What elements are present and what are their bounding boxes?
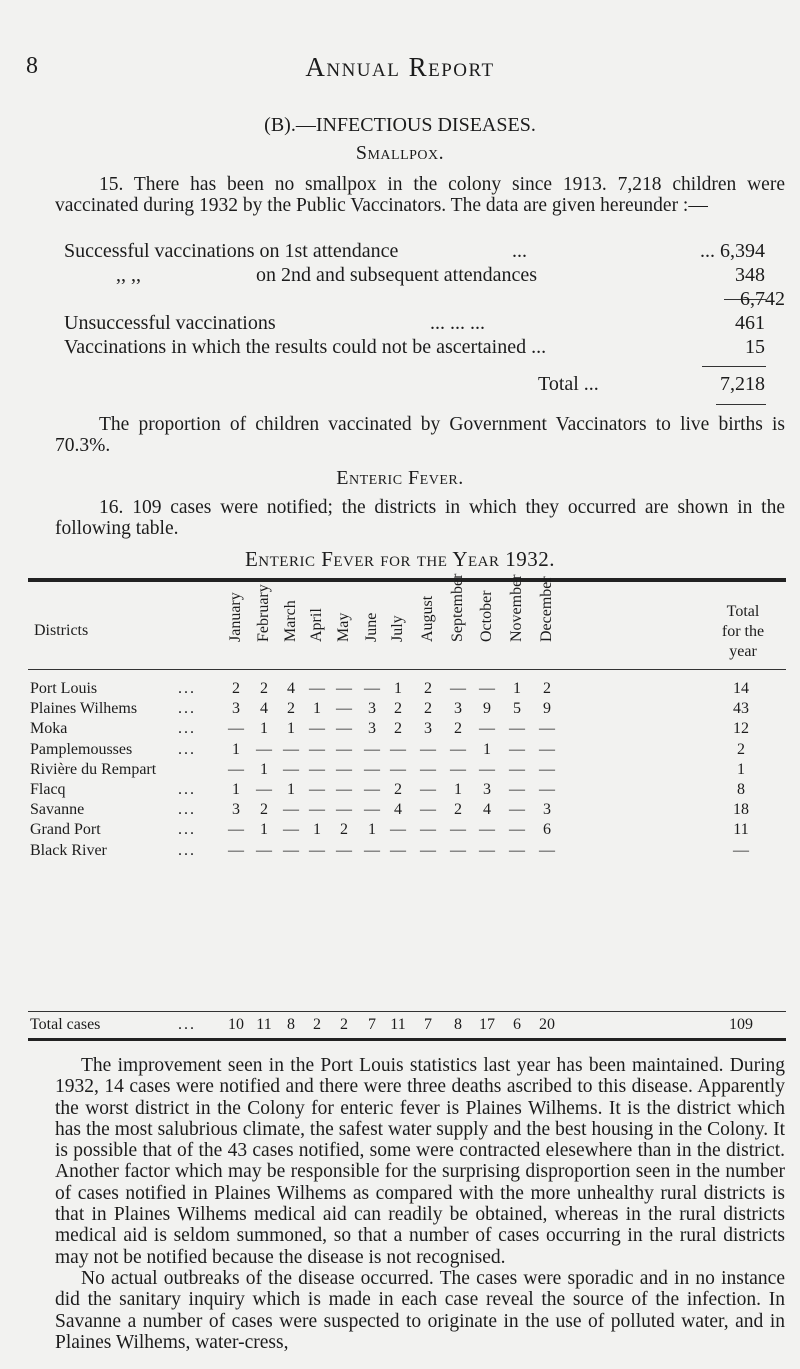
month-cell: — bbox=[420, 760, 436, 778]
district-name: Black River bbox=[30, 841, 107, 859]
table-row bbox=[0, 842, 800, 861]
month-header-label: June bbox=[363, 612, 380, 642]
month-cell: — bbox=[420, 801, 436, 819]
month-cell: — bbox=[228, 760, 244, 778]
table-row bbox=[0, 801, 800, 820]
month-cell: — bbox=[309, 801, 325, 819]
month-cell: — bbox=[420, 821, 436, 839]
row-total: 12 bbox=[733, 720, 749, 738]
total-month-cell: 10 bbox=[228, 1016, 244, 1033]
month-cell: — bbox=[479, 720, 495, 738]
month-cell: — bbox=[228, 821, 244, 839]
month-cell: — bbox=[390, 821, 406, 839]
month-header bbox=[506, 574, 528, 660]
month-cell: — bbox=[336, 720, 352, 738]
month-header bbox=[361, 588, 383, 660]
districts-header: Districts bbox=[34, 622, 89, 639]
total-month-cell: 20 bbox=[539, 1016, 555, 1033]
month-cell: — bbox=[364, 680, 380, 697]
row-dots: ... bbox=[178, 781, 196, 798]
month-cell: 1 bbox=[287, 720, 295, 738]
month-cell: 2 bbox=[232, 680, 240, 697]
closing-paragraph-2: No actual outbreaks of the disease occurred. The cases were sporadic and in no instance did the sanitary inquiry which is made in each case reveal the source of the infection. In Savanne a number of cases were suspected to originate in the use of polluted water, and in Plaines Wilhems, water-cress, bbox=[55, 1267, 785, 1353]
month-cell: — bbox=[420, 841, 436, 859]
row-dots: ... bbox=[178, 680, 196, 697]
month-cell: — bbox=[390, 760, 406, 778]
table-row bbox=[0, 720, 800, 739]
total-month-cell: 2 bbox=[340, 1016, 348, 1033]
month-cell: 2 bbox=[340, 821, 348, 839]
month-cell: — bbox=[509, 720, 525, 738]
month-cell: 5 bbox=[513, 700, 521, 718]
row-dots: ... bbox=[178, 821, 196, 839]
month-cell: — bbox=[509, 760, 525, 778]
total-month-cell: 8 bbox=[454, 1016, 462, 1033]
month-cell: — bbox=[450, 680, 466, 697]
month-cell: 2 bbox=[454, 801, 462, 819]
month-header bbox=[333, 588, 355, 660]
district-name: Flacq bbox=[30, 781, 66, 798]
month-cell: — bbox=[509, 801, 525, 819]
month-cell: — bbox=[509, 821, 525, 839]
month-cell: 3 bbox=[368, 700, 376, 718]
row-total: 8 bbox=[737, 781, 745, 798]
month-header bbox=[476, 588, 498, 660]
month-cell: — bbox=[509, 781, 525, 798]
month-cell: 2 bbox=[260, 801, 268, 819]
month-cell: 1 bbox=[513, 680, 521, 697]
vacc-line-2-value: 348 bbox=[735, 264, 765, 286]
month-cell: — bbox=[256, 740, 272, 758]
total-cases-row bbox=[0, 1016, 800, 1035]
month-cell: 2 bbox=[543, 680, 551, 697]
month-cell: 3 bbox=[424, 720, 432, 738]
district-name: Port Louis bbox=[30, 680, 98, 697]
month-cell: 3 bbox=[232, 700, 240, 718]
table-row bbox=[0, 700, 800, 719]
month-cell: — bbox=[364, 781, 380, 798]
proportion-text: The proportion of children vaccinated by Government Vaccinators to live births is 70.3%. bbox=[55, 414, 785, 456]
month-cell: 2 bbox=[394, 700, 402, 718]
month-cell: — bbox=[283, 740, 299, 758]
month-cell: — bbox=[309, 740, 325, 758]
month-cell: 1 bbox=[232, 781, 240, 798]
month-cell: 1 bbox=[368, 821, 376, 839]
table-row bbox=[0, 741, 800, 760]
month-cell: — bbox=[450, 841, 466, 859]
table-row bbox=[0, 680, 800, 699]
vacc-line-4-value: 15 bbox=[745, 336, 765, 358]
total-month-cell: 11 bbox=[256, 1016, 272, 1033]
vacc-line-3-label: Unsuccessful vaccinations bbox=[64, 312, 276, 334]
month-cell: — bbox=[479, 821, 495, 839]
table-row bbox=[0, 821, 800, 840]
month-cell: — bbox=[364, 801, 380, 819]
row-dots: ... bbox=[178, 740, 196, 758]
vacc-line-2-label: on 2nd and subsequent attendances bbox=[256, 264, 538, 286]
month-cell: 1 bbox=[232, 740, 240, 758]
month-cell: — bbox=[509, 841, 525, 859]
table-row bbox=[0, 761, 800, 780]
month-cell: — bbox=[450, 821, 466, 839]
vacc-subtotal: 6,742 bbox=[740, 288, 785, 310]
month-cell: 2 bbox=[424, 700, 432, 718]
month-cell: — bbox=[309, 841, 325, 859]
month-cell: 4 bbox=[287, 680, 295, 697]
row-dots: ... bbox=[178, 700, 196, 718]
table-top-rule bbox=[28, 578, 786, 582]
district-name: Rivière du Rempart bbox=[30, 760, 157, 778]
month-cell: 2 bbox=[394, 781, 402, 798]
month-cell: — bbox=[364, 841, 380, 859]
vacc-line-2-ditto: ,, ,, bbox=[116, 264, 141, 286]
total-rule-bottom bbox=[716, 404, 766, 405]
month-cell: — bbox=[420, 740, 436, 758]
month-cell: 4 bbox=[260, 700, 268, 718]
month-header-label: January bbox=[227, 592, 244, 642]
row-total: 14 bbox=[733, 680, 749, 697]
month-header bbox=[387, 588, 409, 660]
month-cell: — bbox=[450, 760, 466, 778]
month-header-label: October bbox=[478, 590, 495, 642]
month-cell: 9 bbox=[483, 700, 491, 718]
vacc-line-4-label: Vaccinations in which the results could not be ascertained ... bbox=[64, 336, 547, 358]
table-title: Enteric Fever for the Year 1932. bbox=[244, 547, 556, 571]
month-cell: — bbox=[390, 740, 406, 758]
district-name: Moka bbox=[30, 720, 68, 738]
district-name: Plaines Wilhems bbox=[30, 700, 138, 718]
month-header-label: November bbox=[508, 574, 525, 642]
month-cell: 3 bbox=[368, 720, 376, 738]
month-cell: — bbox=[309, 680, 325, 697]
month-header-label: December bbox=[538, 576, 555, 642]
month-cell: — bbox=[539, 841, 555, 859]
closing-paragraph-1: The improvement seen in the Port Louis statistics last year has been maintained. During 1932, 14 cases were notified and there were three deaths ascribed to this disease. Apparently the worst district in the Colony for enteric fever is Plaines Wilhems. It is the district which has the most salubrious climate, the safest water supply and the best housing in the Colony. It is possible that of the 43 cases notified, some were contracted elesewhere than in the district. Another factor which may be responsible for the surprising disproportion seen in the number of cases notified in Plaines Wilhems as compared with the more unhealthy rural districts is that in Plaines Wilhems medical aid can readily be obtained, whereas in the rural districts medical aid is seldom summoned, so that a number of cases occurring in the rural districts may not be notified because the disease is not recognised. bbox=[55, 1055, 785, 1268]
month-cell: — bbox=[336, 680, 352, 697]
month-header-label: February bbox=[255, 584, 272, 642]
page-number: 8 bbox=[26, 53, 38, 79]
month-cell: — bbox=[539, 740, 555, 758]
month-cell: 3 bbox=[454, 700, 462, 718]
month-cell: 3 bbox=[543, 801, 551, 819]
month-cell: 4 bbox=[483, 801, 491, 819]
total-month-cell: 7 bbox=[368, 1016, 376, 1033]
paragraph-16: 16. 109 cases were notified; the districts in which they occurred are shown in the following table. bbox=[55, 497, 785, 539]
total-header: Total for the year bbox=[721, 603, 765, 660]
month-cell: 6 bbox=[543, 821, 551, 839]
total-cases-dots: ... bbox=[178, 1016, 196, 1033]
month-cell: — bbox=[336, 841, 352, 859]
row-total: 2 bbox=[737, 740, 745, 758]
month-cell: 9 bbox=[543, 700, 551, 718]
total-month-cell: 17 bbox=[479, 1016, 495, 1033]
month-header bbox=[536, 576, 558, 660]
month-cell: — bbox=[336, 700, 352, 718]
month-cell: — bbox=[390, 841, 406, 859]
total-cases-label: Total cases bbox=[30, 1016, 101, 1033]
district-name: Savanne bbox=[30, 801, 85, 819]
month-cell: — bbox=[420, 781, 436, 798]
month-cell: 4 bbox=[394, 801, 402, 819]
month-header bbox=[447, 573, 469, 660]
month-cell: — bbox=[256, 841, 272, 859]
month-cell: — bbox=[256, 781, 272, 798]
month-cell: — bbox=[336, 760, 352, 778]
paragraph-15: 15. There has been no smallpox in the colony since 1913. 7,218 children were vaccinated during 1932 by the Public Vaccinators. The data are given hereunder :— bbox=[55, 174, 785, 216]
month-cell: — bbox=[336, 781, 352, 798]
month-cell: — bbox=[309, 720, 325, 738]
month-cell: — bbox=[479, 841, 495, 859]
month-cell: — bbox=[283, 821, 299, 839]
header-rule bbox=[28, 669, 786, 670]
month-header bbox=[306, 588, 328, 660]
month-cell: — bbox=[309, 781, 325, 798]
vacc-line-1-value: ... 6,394 bbox=[700, 240, 765, 262]
month-cell: 2 bbox=[454, 720, 462, 738]
total-month-cell: 8 bbox=[287, 1016, 295, 1033]
month-header-label: September bbox=[449, 573, 466, 642]
month-header-label: March bbox=[282, 600, 299, 642]
table-bottom-rule bbox=[28, 1038, 786, 1041]
month-cell: 1 bbox=[483, 740, 491, 758]
month-header-label: July bbox=[389, 615, 406, 642]
total-rule-top bbox=[702, 366, 766, 367]
month-cell: 2 bbox=[424, 680, 432, 697]
month-cell: — bbox=[364, 740, 380, 758]
month-cell: — bbox=[336, 801, 352, 819]
vacc-line-1-dots: ... bbox=[512, 240, 527, 262]
month-cell: — bbox=[509, 740, 525, 758]
row-total: 11 bbox=[733, 821, 749, 839]
month-header bbox=[253, 584, 275, 660]
total-month-cell: 11 bbox=[390, 1016, 406, 1033]
month-cell: — bbox=[336, 740, 352, 758]
month-cell: 1 bbox=[287, 781, 295, 798]
month-cell: 1 bbox=[313, 700, 321, 718]
vacc-line-1-label: Successful vaccinations on 1st attendance bbox=[64, 240, 399, 262]
month-header bbox=[225, 588, 247, 660]
vacc-total-value: 7,218 bbox=[720, 373, 765, 395]
month-cell: 1 bbox=[313, 821, 321, 839]
month-header-label: April bbox=[308, 608, 325, 642]
month-cell: — bbox=[539, 781, 555, 798]
row-dots: ... bbox=[178, 801, 196, 819]
vacc-line-3-value: 461 bbox=[735, 312, 765, 334]
month-cell: 2 bbox=[287, 700, 295, 718]
running-head: Annual Report bbox=[305, 52, 495, 82]
month-cell: — bbox=[479, 760, 495, 778]
vacc-line-3-dots: ... ... ... bbox=[430, 312, 485, 334]
vacc-total-label: Total ... bbox=[538, 373, 599, 395]
month-cell: 3 bbox=[232, 801, 240, 819]
closing-text bbox=[55, 1055, 785, 1353]
enteric-heading: Enteric Fever. bbox=[336, 467, 464, 489]
table-row bbox=[0, 781, 800, 800]
section-heading: (B).—INFECTIOUS DISEASES. bbox=[264, 114, 536, 136]
total-month-cell: 2 bbox=[313, 1016, 321, 1033]
smallpox-heading: Smallpox. bbox=[355, 142, 445, 164]
month-cell: — bbox=[283, 760, 299, 778]
month-cell: — bbox=[283, 841, 299, 859]
month-cell: — bbox=[228, 720, 244, 738]
district-name: Grand Port bbox=[30, 821, 101, 839]
month-cell: — bbox=[228, 841, 244, 859]
month-cell: 1 bbox=[394, 680, 402, 697]
month-cell: — bbox=[479, 680, 495, 697]
month-cell: — bbox=[539, 760, 555, 778]
month-header-label: August bbox=[419, 595, 436, 642]
row-total: 1 bbox=[737, 760, 745, 778]
month-header-label: May bbox=[335, 612, 352, 642]
month-cell: 1 bbox=[260, 760, 268, 778]
total-month-cell: 6 bbox=[513, 1016, 521, 1033]
total-month-cell: 7 bbox=[424, 1016, 432, 1033]
month-cell: 2 bbox=[260, 680, 268, 697]
month-cell: — bbox=[539, 720, 555, 738]
month-cell: — bbox=[283, 801, 299, 819]
month-header bbox=[417, 588, 439, 660]
row-dots: ... bbox=[178, 841, 196, 859]
row-dots: ... bbox=[178, 720, 196, 738]
district-name: Pamplemousses bbox=[30, 740, 133, 758]
row-total: 18 bbox=[733, 801, 749, 819]
month-cell: — bbox=[309, 760, 325, 778]
row-total: — bbox=[733, 841, 749, 859]
month-cell: 1 bbox=[454, 781, 462, 798]
month-cell: 1 bbox=[260, 821, 268, 839]
row-total: 43 bbox=[733, 700, 749, 718]
month-cell: 2 bbox=[394, 720, 402, 738]
month-cell: — bbox=[450, 740, 466, 758]
month-cell: 3 bbox=[483, 781, 491, 798]
month-cell: 1 bbox=[260, 720, 268, 738]
month-cell: — bbox=[364, 760, 380, 778]
month-header bbox=[280, 588, 302, 660]
total-row-rule bbox=[28, 1011, 786, 1012]
grand-total: 109 bbox=[729, 1016, 753, 1033]
